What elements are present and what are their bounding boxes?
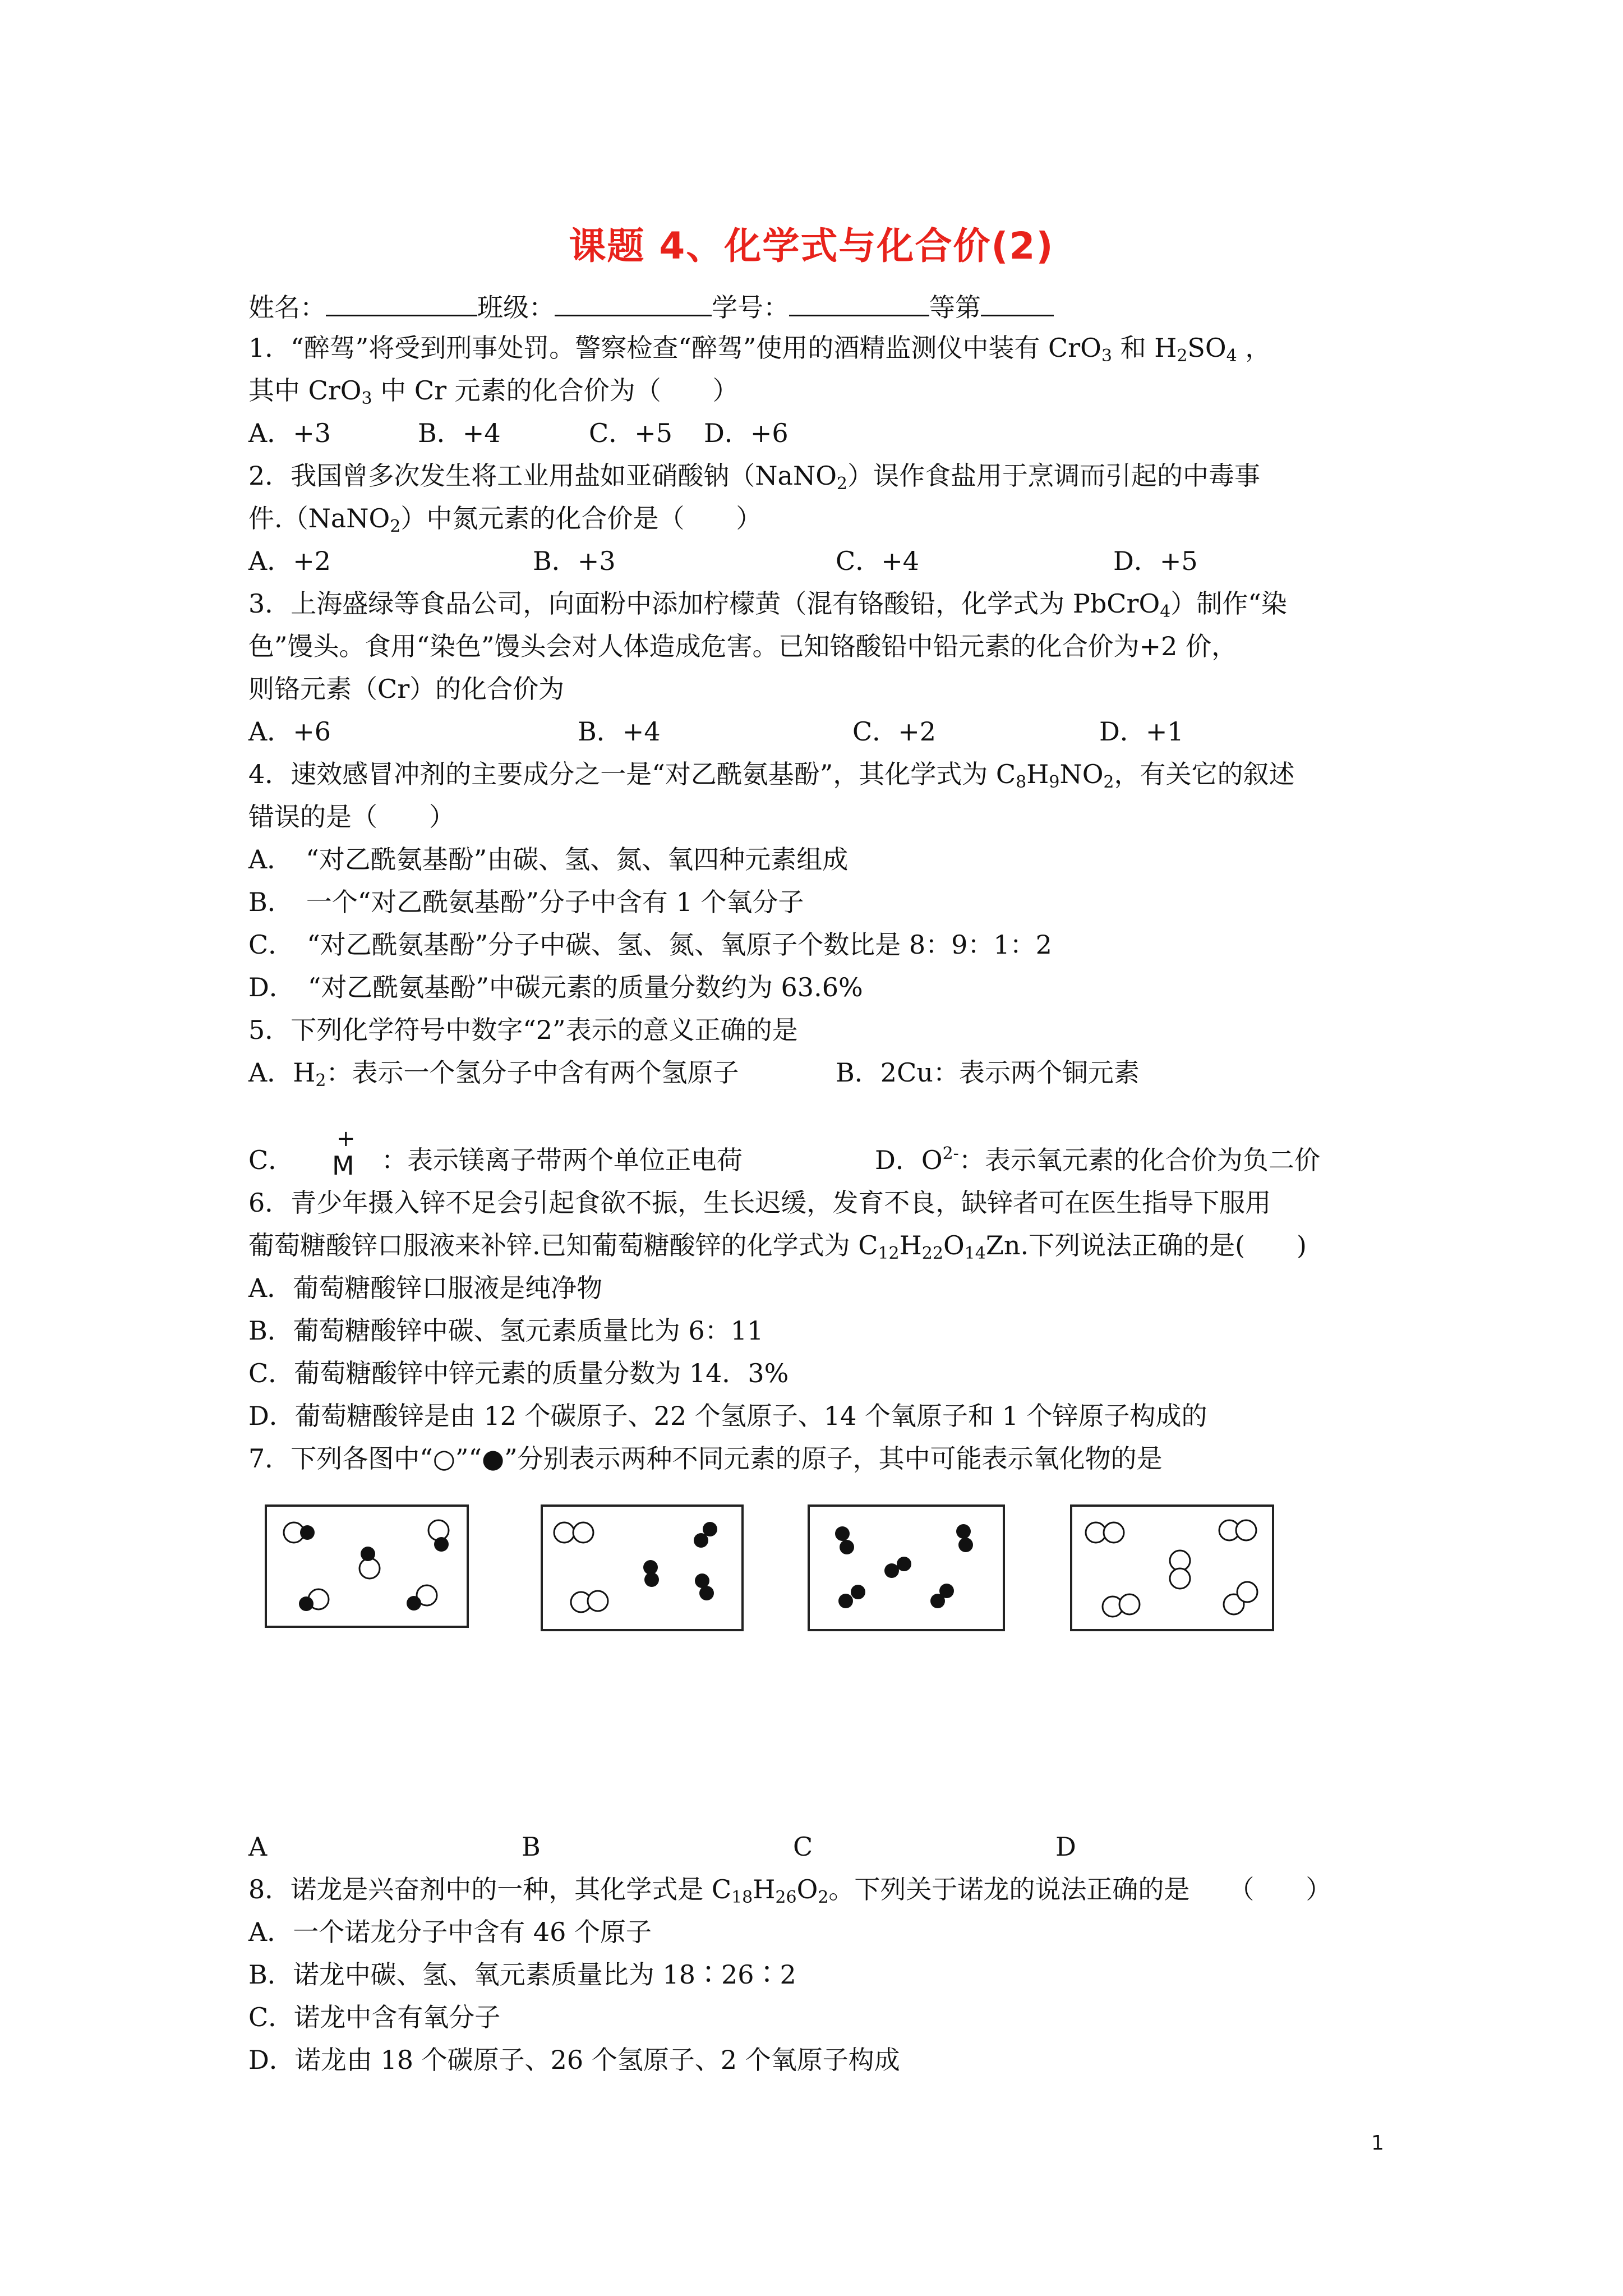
q7-label-c[interactable]: C xyxy=(793,1832,813,1862)
q4-option-d[interactable]: D． “对乙酰氨基酚”中碳元素的质量分数约为 63.6% xyxy=(248,972,863,1002)
q3-option-c[interactable]: C．+2 xyxy=(852,716,937,747)
diagram-d-atoms xyxy=(1072,1507,1272,1629)
q7-diagram-d[interactable] xyxy=(1070,1504,1274,1631)
q8-line1: 8．诺龙是兴奋剂中的一种，其化学式是 $C_{18}H_{26}O_2$。下列关于诺龙的说法正确的是 （ ） xyxy=(248,1874,1332,1907)
page-number: 1 xyxy=(1371,2132,1384,2155)
black-atom xyxy=(361,1547,375,1561)
black-atom xyxy=(851,1585,865,1599)
q2-option-b[interactable]: B．+3 xyxy=(533,546,616,576)
q8-option-c[interactable]: C．诺龙中含有氧分子 xyxy=(248,2002,501,2032)
white-atom xyxy=(359,1558,380,1579)
q8-option-b[interactable]: B．诺龙中碳、氢、氧元素质量比为 18∶26∶2 xyxy=(248,1959,796,1990)
q2-line1: 2．我国曾多次发生将工业用盐如亚硝酸钠（NaNO$_2$）误作食盐用于烹调而引起的中毒事 xyxy=(248,461,1260,494)
q2-line2: 件.（NaNO$_2$）中氮元素的化合价是（ ） xyxy=(248,503,762,536)
q2-option-a[interactable]: A．+2 xyxy=(248,546,331,576)
q7-label-b[interactable]: B xyxy=(522,1832,541,1862)
white-atom xyxy=(428,1520,449,1540)
black-atom xyxy=(838,1594,853,1608)
q7-label-d[interactable]: D xyxy=(1055,1832,1076,1862)
diagram-c-atoms xyxy=(810,1507,1003,1629)
black-atom xyxy=(884,1563,899,1578)
charge-plus: + xyxy=(336,1126,356,1152)
q1-option-b[interactable]: B．+4 xyxy=(418,418,501,448)
q7-diagram-c[interactable] xyxy=(808,1504,1005,1631)
black-atom xyxy=(958,1538,973,1552)
black-atom xyxy=(434,1537,449,1552)
q2-option-d[interactable]: D．+5 xyxy=(1113,546,1198,576)
q6-option-d[interactable]: D．葡萄糖酸锌是由 12 个碳原子、22 个氢原子、14 个氧原子和 1 个锌原子构成的 xyxy=(248,1401,1207,1431)
q7-label-a[interactable]: A xyxy=(248,1832,268,1862)
q4-option-c[interactable]: C． “对乙酰氨基酚”分子中碳、氢、氮、氧原子个数比是 8：9：1：2 xyxy=(248,930,1052,960)
black-atom xyxy=(835,1526,850,1541)
number-blank[interactable] xyxy=(789,292,929,316)
q3-line1: 3．上海盛绿等食品公司，向面粉中添加柠檬黄（混有铬酸铅，化学式为 PbCrO$_4$）制作“染 xyxy=(248,588,1287,622)
grade-blank[interactable] xyxy=(981,292,1054,316)
q3-option-d[interactable]: D．+1 xyxy=(1099,716,1184,747)
white-atom xyxy=(1119,1594,1140,1614)
white-atom xyxy=(1104,1522,1124,1543)
element-symbol: M xyxy=(332,1151,354,1181)
white-atom xyxy=(1170,1568,1190,1589)
black-atom xyxy=(840,1540,854,1554)
white-atom xyxy=(588,1591,608,1611)
black-atom xyxy=(699,1586,714,1600)
diagram-b-atoms xyxy=(543,1507,741,1629)
q4-option-b[interactable]: B． 一个“对乙酰氨基酚”分子中含有 1 个氧分子 xyxy=(248,887,804,917)
q4-line2: 错误的是（ ） xyxy=(248,802,455,832)
grade-label: 等第 xyxy=(929,292,981,323)
black-atom xyxy=(643,1560,658,1575)
student-info-line xyxy=(248,292,1054,323)
magnesium-ion-symbol xyxy=(326,1128,371,1189)
q1-line2: 其中 CrO$_3$ 中 Cr 元素的化合价为（ ） xyxy=(248,375,739,408)
q4-option-a[interactable]: A． “对乙酰氨基酚”由碳、氢、氮、氧四种元素组成 xyxy=(248,844,849,875)
q8-option-a[interactable]: A．一个诺龙分子中含有 46 个原子 xyxy=(248,1917,652,1947)
white-atom xyxy=(1236,1520,1256,1540)
q2-option-c[interactable]: C．+4 xyxy=(836,546,920,576)
black-atom xyxy=(694,1533,708,1548)
q3-line3: 则铬元素（Cr）的化合价为 xyxy=(248,674,565,704)
black-atom xyxy=(897,1557,911,1571)
black-atom xyxy=(407,1596,421,1611)
class-blank[interactable] xyxy=(555,292,712,316)
q4-line1: 4．速效感冒冲剂的主要成分之一是“对乙酰氨基酚”，其化学式为 $C_8H_9NO_2$，有关它的叙述 xyxy=(248,759,1295,792)
q5-option-d[interactable]: D．$O^{2-}$：表示氧元素的化合价为负二价 xyxy=(875,1144,1320,1175)
class-label: 班级： xyxy=(477,292,555,323)
black-atom xyxy=(956,1524,971,1539)
q6-line1: 6．青少年摄入锌不足会引起食欲不振，生长迟缓，发育不良，缺锌者可在医生指导下服用 xyxy=(248,1188,1271,1218)
q1-option-a[interactable]: A．+3 xyxy=(248,418,331,448)
diagram-a-atoms xyxy=(267,1507,467,1626)
q3-option-a[interactable]: A．+6 xyxy=(248,716,331,747)
q1-option-d[interactable]: D．+6 xyxy=(704,418,789,448)
q5-line1: 5．下列化学符号中数字“2”表示的意义正确的是 xyxy=(248,1015,798,1045)
white-atom xyxy=(573,1522,593,1543)
black-atom xyxy=(299,1596,313,1611)
q6-option-c[interactable]: C．葡萄糖酸锌中锌元素的质量分数为 14．3% xyxy=(248,1358,789,1388)
q6-line2: 葡萄糖酸锌口服液来补锌.已知葡萄糖酸锌的化学式为 $C_{12}H_{22}O_{14}Zn$.下列说法正确的是( ) xyxy=(248,1230,1307,1263)
q1-line1: 1．“醉驾”将受到刑事处罚。警察检查“醉驾”使用的酒精监测仪中装有 CrO$_3$ 和 $H_2SO_4$ ， xyxy=(248,333,1271,366)
q5-option-a[interactable]: A．$H_2$：表示一个氢分子中含有两个氢原子 xyxy=(248,1057,739,1091)
white-atom xyxy=(1237,1582,1257,1602)
white-atom xyxy=(554,1522,574,1543)
q7-diagram-b[interactable] xyxy=(541,1504,744,1631)
name-blank[interactable] xyxy=(326,292,477,316)
black-atom xyxy=(939,1584,954,1598)
page-title: 课题 4、化学式与化合价(2) xyxy=(569,224,1054,268)
q5-option-c-text: ：表示镁离子带两个单位正电荷 xyxy=(381,1145,743,1175)
number-label: 学号： xyxy=(712,292,789,323)
q1-option-c[interactable]: C．+5 xyxy=(589,418,673,448)
black-atom xyxy=(644,1572,659,1587)
q5-option-b[interactable]: B．2Cu：表示两个铜元素 xyxy=(836,1057,1140,1088)
name-label: 姓名： xyxy=(248,292,326,323)
q3-line2: 色”馒头。食用“染色”馒头会对人体造成危害。已知铬酸铅中铅元素的化合价为+2 价， xyxy=(248,631,1237,661)
q7-diagram-a[interactable] xyxy=(265,1504,469,1628)
q3-option-b[interactable]: B．+4 xyxy=(578,716,661,747)
q8-option-d[interactable]: D．诺龙由 18 个碳原子、26 个氢原子、2 个氧原子构成 xyxy=(248,2045,900,2075)
q5-option-c-label[interactable]: C． xyxy=(248,1145,294,1175)
black-atom xyxy=(300,1525,315,1540)
q6-option-a[interactable]: A．葡萄糖酸锌口服液是纯净物 xyxy=(248,1273,603,1303)
q7-line1: 7．下列各图中“○”“●”分别表示两种不同元素的原子，其中可能表示氧化物的是 xyxy=(248,1443,1163,1474)
q6-option-b[interactable]: B．葡萄糖酸锌中碳、氢元素质量比为 6：11 xyxy=(248,1315,764,1346)
